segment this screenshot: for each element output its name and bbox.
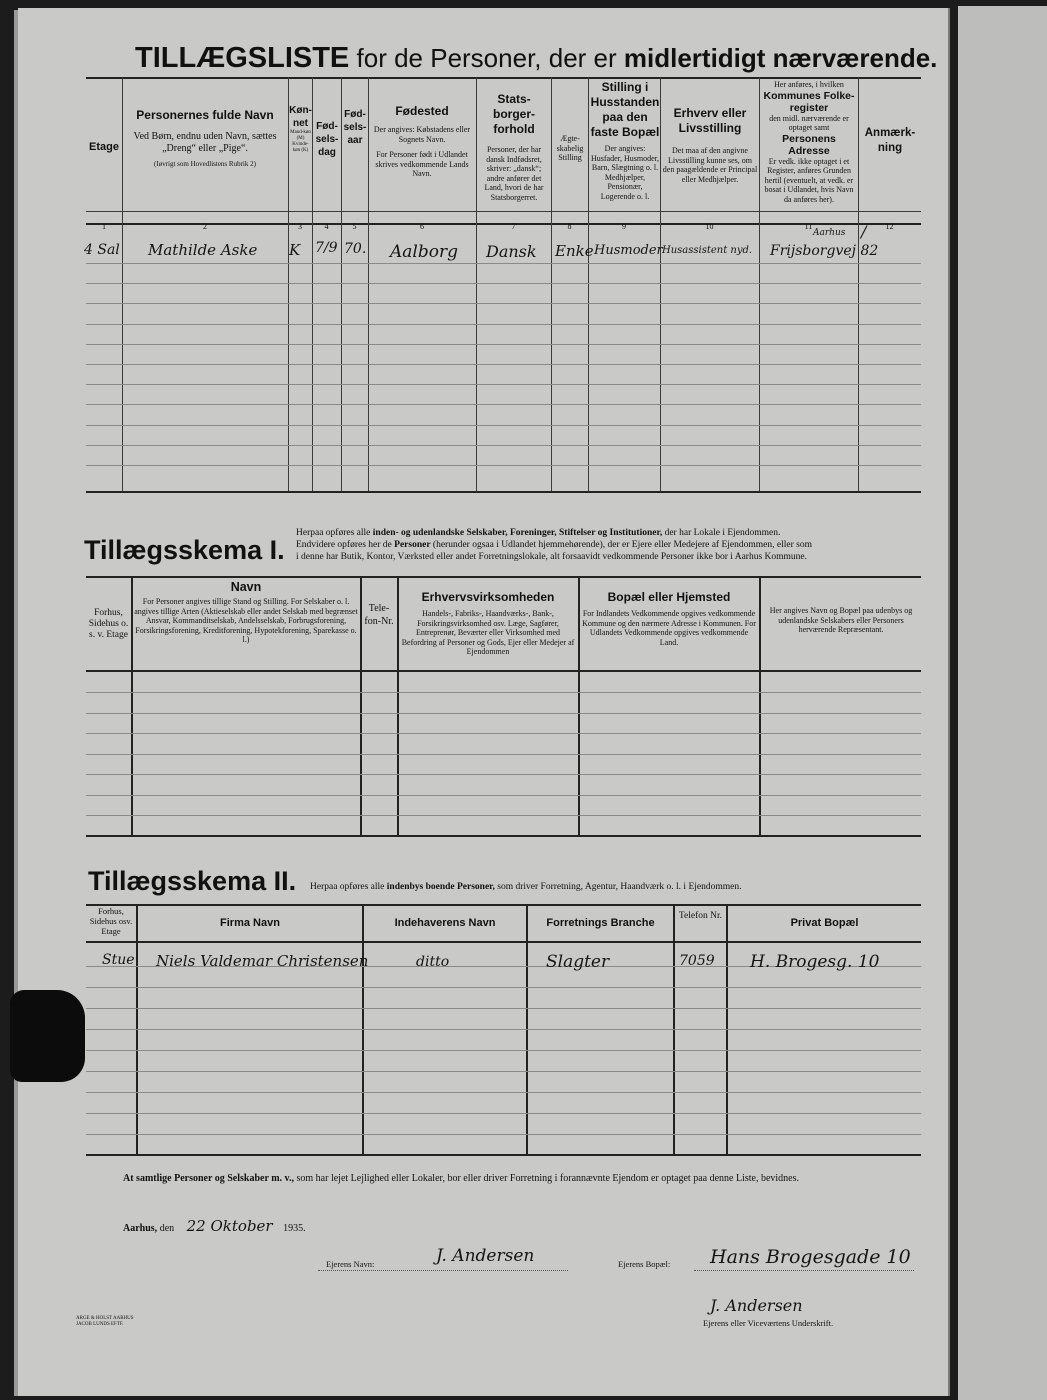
row1-etage: 4 Sal bbox=[84, 242, 120, 258]
col-fodested-head: Fødested bbox=[395, 104, 449, 118]
skema1-desc1-bold: inden- og udenlandske Selskaber, Foreninger, Stiftelser og Institutioner, bbox=[372, 528, 663, 538]
owner-addr-line bbox=[694, 1270, 914, 1271]
printer-imprint: ARGE & HOLST AARHUS JACOB LUNDS EFTF. bbox=[76, 1316, 134, 1327]
skema2-desc-post: som driver Forretning, Agentur, Haandværk o. l. i Ejendommen. bbox=[497, 882, 742, 892]
col-number: 2 bbox=[203, 222, 207, 231]
skema2-col-indehaver: Indehaverens Navn bbox=[394, 917, 496, 929]
col-number: 6 bbox=[420, 222, 424, 231]
footer-city: Aarhus, bbox=[123, 1223, 158, 1234]
footer-date-line bbox=[123, 1217, 306, 1235]
row1-aar: 70. bbox=[344, 241, 367, 257]
ruled-line bbox=[86, 445, 921, 446]
owner-name-hand: J. Andersen bbox=[436, 1246, 535, 1266]
ruled-line bbox=[86, 324, 921, 325]
adjacent-page bbox=[958, 6, 1047, 1400]
col-number: 12 bbox=[885, 222, 894, 231]
col-number: 9 bbox=[622, 222, 626, 231]
ruled-line bbox=[86, 795, 921, 796]
skema2-row1-branche: Slagter bbox=[546, 952, 610, 972]
skema2-title: Tillægsskema II. bbox=[88, 866, 297, 896]
col-adresse-header bbox=[761, 80, 857, 204]
ruled-line bbox=[86, 283, 921, 284]
col-husstand-header bbox=[590, 80, 660, 201]
skema1-col-tlf: Tele-fon-Nr. bbox=[364, 603, 394, 627]
skema2-row1-tlf: 7059 bbox=[679, 953, 715, 969]
col-aar-head: Fød-sels-aar bbox=[343, 109, 367, 146]
ruled-line bbox=[86, 303, 921, 304]
skema1-col-etage: Forhus, Sidehus o. s. v. Etage bbox=[88, 608, 129, 640]
ruled-line bbox=[86, 465, 921, 466]
col-kon-head: Køn-net bbox=[289, 105, 312, 129]
col-statsborger-head: Stats-borger-forhold bbox=[493, 92, 535, 136]
skema2-description bbox=[310, 881, 741, 893]
signature-label: Ejerens eller Viceværtens Underskrift. bbox=[703, 1318, 834, 1328]
skema2-row1-indehaver: ditto bbox=[416, 954, 450, 970]
col-etage-head: Etage bbox=[89, 141, 119, 153]
skema1-col-bopael: Bopæl eller Hjemsted bbox=[607, 590, 731, 604]
skema1-desc2-bold: Personer bbox=[394, 540, 431, 550]
col-fodested-header bbox=[370, 104, 474, 179]
footer-year: 1935. bbox=[283, 1223, 306, 1234]
skema1-col-rep: Her angives Navn og Bopæl paa udenbys og udenlandske Selskabers eller Personers herværende Repræsentant. bbox=[769, 606, 913, 634]
owner-addr-label: Ejerens Bopæl: bbox=[618, 1259, 671, 1269]
footer-statement-bold: At samtlige Personer og Selskaber m. v., bbox=[123, 1173, 295, 1184]
skema1-desc2-pre: Endvidere opføres her de bbox=[296, 540, 392, 550]
skema2-header-rule bbox=[86, 941, 921, 943]
ruled-line bbox=[86, 713, 921, 714]
ruled-line bbox=[86, 692, 921, 693]
ruled-line bbox=[86, 1029, 921, 1030]
row1-aegteskab: Enke bbox=[555, 242, 594, 260]
col-number: 4 bbox=[324, 222, 329, 231]
list-title-mid: for de Personer, der er bbox=[356, 43, 617, 73]
skema2-col-tlf: Telefon Nr. bbox=[678, 911, 723, 921]
col-aegteskab-note: Ægte-skabelig Stilling bbox=[556, 134, 584, 162]
skema2-desc-bold: indenbys boende Personer, bbox=[386, 882, 495, 892]
owner-name-label: Ejerens Navn: bbox=[326, 1259, 375, 1269]
skema1-desc2-post: (herunder ogsaa i Udlandet hjemmehørende), der er Ejere eller Medejere af Ejendommen, eller som bbox=[432, 540, 812, 550]
skema2-top-rule bbox=[86, 904, 921, 906]
col-number: 8 bbox=[567, 222, 572, 231]
skema2-col-firma: Firma Navn bbox=[220, 917, 280, 929]
owner-addr-hand: Hans Brogesgade 10 bbox=[710, 1246, 911, 1268]
col-number: 5 bbox=[352, 222, 357, 231]
col-number: 1 bbox=[102, 222, 106, 231]
skema1-desc1-post: der har Lokale i Ejendommen. bbox=[664, 528, 781, 538]
col-statsborger-note: Personer, der har dansk Indfødsret, skriver: „dansk“; andre anfører det Land, hvori de har Statsborgerret. bbox=[484, 145, 544, 202]
owner-name-line bbox=[318, 1270, 568, 1271]
skema2-desc-pre: Herpaa opføres alle bbox=[310, 882, 385, 892]
col-statsborger-header bbox=[478, 92, 550, 202]
col-navn-header bbox=[124, 108, 286, 169]
skema1-col-divider bbox=[759, 576, 761, 835]
footer-statement bbox=[123, 1173, 923, 1184]
skema1-col-navn-note: For Personer angives tillige Stand og Stilling. For Selskaber o. l. angives tillige Arten (Aktieselskab eller andet Selskab med begrænset Ansvar, Kommanditselskab, Andelsselskab, Forbrugsforening, Forsikringsforening, Kreditforening, Hypotekforening, Sparekasse o. l.) bbox=[134, 597, 358, 644]
col-navn-note2: (Iøvrigt som Hovedlistens Rubrik 2) bbox=[154, 160, 256, 168]
ruled-line bbox=[86, 1071, 921, 1072]
skema2-row1-firma: Niels Valdemar Christensen bbox=[156, 952, 369, 970]
col-adresse-note: den midl. nærværende er optaget samt bbox=[769, 113, 849, 132]
skema1-col-navn: Navn bbox=[230, 580, 262, 594]
col-navn-note: Ved Børn, endnu uden Navn, sættes „Dreng“ eller „Pige“. bbox=[133, 131, 277, 154]
ruled-line bbox=[86, 364, 921, 365]
skema1-col-bopael-note: For Indlandets Vedkommende opgives vedkommende Kommune og den nærmere Adresse i Kommunen. For Udlandets Vedkommende opgives vedkommende Land. bbox=[582, 609, 756, 647]
row1-navn: Mathilde Aske bbox=[148, 241, 258, 259]
footer-den: den bbox=[159, 1223, 175, 1234]
skema2-row1-etage: Stue bbox=[102, 952, 135, 968]
list-title-end: midlertidigt nærværende. bbox=[623, 43, 938, 73]
row1-dag: 7/9 bbox=[315, 240, 338, 256]
skema1-col-bopael-header bbox=[580, 590, 758, 647]
footer-date-hand: 22 Oktober bbox=[186, 1217, 273, 1235]
col-erhverv-header bbox=[662, 106, 758, 184]
col-fodested-note2: For Personer født i Udlandet skrives vedkommende Lands Navn. bbox=[375, 150, 469, 178]
form-page bbox=[18, 8, 950, 1396]
skema2-bottom-rule bbox=[86, 1154, 921, 1156]
skema2-row1-bopael: H. Brogesg. 10 bbox=[750, 952, 880, 972]
skema1-top-rule bbox=[86, 576, 921, 578]
ruled-line bbox=[86, 754, 921, 755]
col-adresse-note2: Er vedk. ikke optaget i et Register, anføres Grunden hertil (eventuelt, at vedk. er bosat i Udlandet, hvis Navn da anføres her). bbox=[764, 156, 854, 204]
list-header-rule bbox=[86, 211, 921, 212]
skema1-col-navn-header bbox=[133, 580, 359, 645]
col-number: 10 bbox=[705, 222, 714, 231]
row1-fodested: Aalborg bbox=[390, 242, 458, 262]
skema1-header-rule bbox=[86, 670, 921, 672]
col-erhverv-note: Det maa af den angivne Livsstilling kunne ses, om den paagældende er Principal eller Medhjælper. bbox=[662, 146, 758, 184]
ruled-line bbox=[86, 733, 921, 734]
col-husstand-head: Stilling i Husstanden paa den faste Bopæl bbox=[590, 80, 660, 139]
ruled-line bbox=[86, 263, 921, 264]
col-kon-note: Mand-køn (M) Kvinde-køn (K) bbox=[290, 130, 311, 153]
ruled-line bbox=[86, 425, 921, 426]
col-kon-header bbox=[289, 104, 312, 154]
skema1-desc3: i denne har Butik, Kontor, Værksted eller andet Forretningslokale, alt forsaavidt vedkommende Personer ikke bor i Aarhus Kommune. bbox=[296, 552, 808, 562]
skema1-col-erhverv-header bbox=[399, 590, 577, 657]
col-adresse-head-top: Kommunes Folke-register bbox=[763, 89, 855, 114]
ruled-line bbox=[86, 384, 921, 385]
signature-hand: J. Andersen bbox=[710, 1296, 803, 1315]
skema1-col-erhverv: Erhvervsvirksomheden bbox=[421, 590, 555, 604]
skema1-desc1-pre: Herpaa opføres alle bbox=[296, 528, 371, 538]
col-number: 3 bbox=[298, 222, 302, 231]
col-husstand-note: Der angives: Husfader, Husmoder, Barn, Slægtning o. l. Medhjælper, Pensionær, Logerende o. l. bbox=[590, 144, 659, 201]
skema1-description bbox=[296, 527, 922, 563]
list-title-bold: TILLÆGSLISTE bbox=[135, 42, 350, 74]
col-number: 11 bbox=[804, 222, 813, 231]
binder-clip bbox=[10, 990, 85, 1082]
footer-statement-post: som har lejet Lejlighed eller Lokaler, bor eller driver Forretning i forannævnte Ejendom er optaget paa denne Liste, bevidnes. bbox=[296, 1173, 799, 1184]
skema1-title: Tillægsskema I. bbox=[84, 535, 285, 565]
col-anm-head: Anmærk-ning bbox=[864, 127, 916, 154]
list-title bbox=[135, 42, 937, 75]
skema1-bottom-rule bbox=[86, 835, 921, 837]
ruled-line bbox=[86, 1008, 921, 1009]
ruled-line bbox=[86, 1113, 921, 1114]
row1-erhverv: Husassistent nyd. bbox=[662, 245, 753, 256]
row1-kon: K bbox=[289, 241, 301, 259]
row1-adresse: Frijsborgvej 82 bbox=[770, 243, 879, 259]
ruled-line bbox=[86, 815, 921, 816]
ruled-line bbox=[86, 1134, 921, 1135]
skema2-col-branche: Forretnings Branche bbox=[546, 917, 655, 929]
ruled-line bbox=[86, 344, 921, 345]
list-top-rule bbox=[86, 77, 921, 79]
skema2-col-bopael: Privat Bopæl bbox=[790, 917, 859, 929]
ruled-line bbox=[86, 1092, 921, 1093]
col-adresse-head: Personens Adresse bbox=[782, 132, 836, 157]
row1-anm: / bbox=[861, 222, 867, 241]
ruled-line bbox=[86, 404, 921, 405]
col-dag-head: Fød-sels-dag bbox=[315, 121, 339, 158]
row1-stilling: Husmoder bbox=[594, 243, 663, 258]
skema1-col-erhverv-note: Handels-, Fabriks-, Haandværks-, Bank-, Forsikringsvirksomhed osv. Læge, Sagfører, Entreprenør, Beværter eller Virksomhed med Befordring af Personer og Gods, Ejer eller Medejer af Ejendommen bbox=[401, 609, 575, 656]
col-number: 7 bbox=[511, 222, 516, 231]
ruled-line bbox=[86, 987, 921, 988]
col-adresse-note-top: Her anføres, i hvilken bbox=[774, 80, 844, 89]
col-navn-head: Personernes fulde Navn bbox=[136, 108, 274, 122]
ruled-line bbox=[86, 1050, 921, 1051]
skema2-col-etage: Forhus, Sidehus osv. Etage bbox=[89, 906, 133, 936]
ruled-line bbox=[86, 774, 921, 775]
col-fodested-note: Der angives: Købstadens eller Sognets Navn. bbox=[373, 125, 471, 144]
list-bottom-rule bbox=[86, 491, 921, 493]
row1-statsborger: Dansk bbox=[486, 242, 537, 261]
col-erhverv-head: Erhverv eller Livsstilling bbox=[673, 106, 747, 135]
row1-adresse-top: Aarhus bbox=[813, 228, 846, 238]
